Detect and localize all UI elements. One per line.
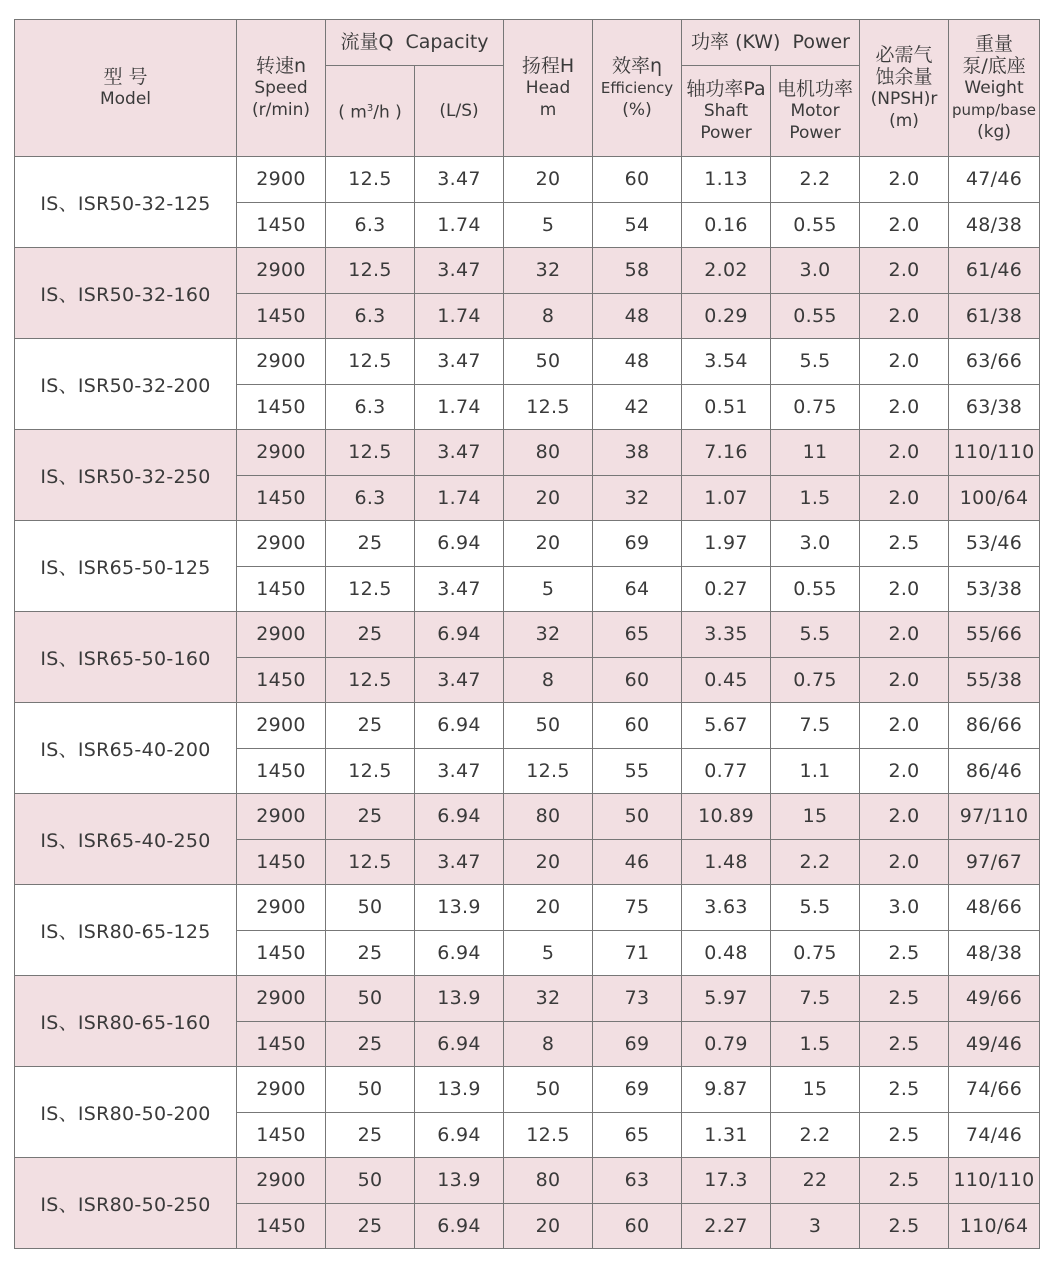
table-row bbox=[15, 885, 1040, 931]
npsh-cell: 3.0 bbox=[860, 885, 949, 931]
head-cell: 8 bbox=[504, 657, 593, 703]
shaft-power-cell: 10.89 bbox=[682, 794, 771, 840]
header-head bbox=[504, 20, 593, 157]
capacity-m3h-cell: 6.3 bbox=[326, 202, 415, 248]
motor-power-cell: 7.5 bbox=[771, 703, 860, 749]
motor-power-cell: 2.2 bbox=[771, 1112, 860, 1158]
capacity-ls-cell: 3.47 bbox=[415, 839, 504, 885]
weight-cell: 86/66 bbox=[949, 703, 1040, 749]
head-cell: 8 bbox=[504, 1021, 593, 1067]
weight-cell: 74/66 bbox=[949, 1067, 1040, 1113]
speed-cell: 1450 bbox=[237, 1203, 326, 1249]
shaft-power-cell: 7.16 bbox=[682, 430, 771, 476]
shaft-power-cell: 1.07 bbox=[682, 475, 771, 521]
efficiency-cell: 60 bbox=[593, 703, 682, 749]
header-model-en: Model bbox=[99, 89, 152, 109]
speed-cell: 2900 bbox=[237, 1067, 326, 1113]
weight-cell: 97/110 bbox=[949, 794, 1040, 840]
capacity-m3h-cell: 25 bbox=[326, 612, 415, 658]
shaft-power-cell: 0.48 bbox=[682, 930, 771, 976]
speed-cell: 2900 bbox=[237, 248, 326, 294]
npsh-cell: 2.0 bbox=[860, 293, 949, 339]
capacity-m3h-cell: 12.5 bbox=[326, 839, 415, 885]
header-power bbox=[682, 20, 860, 66]
speed-cell: 2900 bbox=[237, 612, 326, 658]
efficiency-cell: 64 bbox=[593, 566, 682, 612]
shaft-power-cell: 0.29 bbox=[682, 293, 771, 339]
motor-power-cell: 1.5 bbox=[771, 475, 860, 521]
header-eff-unit: (%) bbox=[622, 100, 652, 120]
speed-cell: 2900 bbox=[237, 339, 326, 385]
model-cell: IS、ISR50-32-250 bbox=[15, 430, 237, 521]
efficiency-cell: 42 bbox=[593, 384, 682, 430]
motor-power-cell: 3.0 bbox=[771, 521, 860, 567]
capacity-m3h-cell: 25 bbox=[326, 794, 415, 840]
header-capacity bbox=[326, 20, 504, 66]
model-cell: IS、ISR65-40-200 bbox=[15, 703, 237, 794]
efficiency-cell: 54 bbox=[593, 202, 682, 248]
model-cell: IS、ISR80-65-160 bbox=[15, 976, 237, 1067]
motor-power-cell: 1.5 bbox=[771, 1021, 860, 1067]
efficiency-cell: 63 bbox=[593, 1158, 682, 1204]
table-row bbox=[15, 794, 1040, 840]
capacity-ls-cell: 3.47 bbox=[415, 657, 504, 703]
weight-cell: 97/67 bbox=[949, 839, 1040, 885]
header-cap-ls-label: (L/S) bbox=[439, 101, 479, 121]
speed-cell: 1450 bbox=[237, 748, 326, 794]
shaft-power-cell: 1.97 bbox=[682, 521, 771, 567]
shaft-power-cell: 3.63 bbox=[682, 885, 771, 931]
speed-cell: 1450 bbox=[237, 930, 326, 976]
npsh-cell: 2.0 bbox=[860, 157, 949, 203]
motor-power-cell: 0.55 bbox=[771, 566, 860, 612]
header-weight-unit: (kg) bbox=[977, 122, 1011, 142]
weight-cell: 110/64 bbox=[949, 1203, 1040, 1249]
model-cell: IS、ISR65-40-250 bbox=[15, 794, 237, 885]
capacity-m3h-cell: 50 bbox=[326, 885, 415, 931]
model-cell: IS、ISR65-50-125 bbox=[15, 521, 237, 612]
capacity-ls-cell: 1.74 bbox=[415, 202, 504, 248]
npsh-cell: 2.0 bbox=[860, 339, 949, 385]
efficiency-cell: 71 bbox=[593, 930, 682, 976]
header-cap-m3h-pre: ( m bbox=[338, 102, 367, 123]
efficiency-cell: 60 bbox=[593, 657, 682, 703]
header-weight-en2: pump/base bbox=[952, 101, 1036, 119]
capacity-m3h-cell: 50 bbox=[326, 976, 415, 1022]
speed-cell: 1450 bbox=[237, 475, 326, 521]
capacity-ls-cell: 13.9 bbox=[415, 976, 504, 1022]
header-npsh bbox=[860, 20, 949, 157]
shaft-power-cell: 0.27 bbox=[682, 566, 771, 612]
speed-cell: 1450 bbox=[237, 293, 326, 339]
header-shaft-en2: Power bbox=[700, 123, 752, 143]
table-row bbox=[15, 1158, 1040, 1204]
header-shaft-zh: 轴功率Pa bbox=[686, 78, 766, 100]
capacity-m3h-cell: 50 bbox=[326, 1067, 415, 1113]
head-cell: 32 bbox=[504, 248, 593, 294]
header-weight bbox=[949, 20, 1040, 157]
shaft-power-cell: 1.31 bbox=[682, 1112, 771, 1158]
npsh-cell: 2.0 bbox=[860, 839, 949, 885]
npsh-cell: 2.0 bbox=[860, 566, 949, 612]
weight-cell: 47/46 bbox=[949, 157, 1040, 203]
shaft-power-cell: 9.87 bbox=[682, 1067, 771, 1113]
head-cell: 5 bbox=[504, 202, 593, 248]
head-cell: 80 bbox=[504, 430, 593, 476]
header-cap-m3h-post: /h ) bbox=[373, 102, 402, 123]
head-cell: 12.5 bbox=[504, 1112, 593, 1158]
capacity-m3h-cell: 25 bbox=[326, 521, 415, 567]
header-capacity-label: 流量Q Capacity bbox=[340, 31, 489, 53]
efficiency-cell: 60 bbox=[593, 157, 682, 203]
motor-power-cell: 0.75 bbox=[771, 384, 860, 430]
table-header bbox=[15, 20, 1040, 157]
weight-cell: 48/38 bbox=[949, 930, 1040, 976]
capacity-ls-cell: 3.47 bbox=[415, 157, 504, 203]
shaft-power-cell: 5.97 bbox=[682, 976, 771, 1022]
efficiency-cell: 60 bbox=[593, 1203, 682, 1249]
motor-power-cell: 15 bbox=[771, 1067, 860, 1113]
header-weight-zh1: 重量 bbox=[975, 33, 1014, 55]
speed-cell: 1450 bbox=[237, 1021, 326, 1067]
shaft-power-cell: 0.45 bbox=[682, 657, 771, 703]
table-body bbox=[15, 157, 1040, 1249]
head-cell: 8 bbox=[504, 293, 593, 339]
header-eff-en: Efficiency bbox=[600, 79, 674, 97]
table-row bbox=[15, 612, 1040, 658]
shaft-power-cell: 3.54 bbox=[682, 339, 771, 385]
header-shaft-en1: Shaft bbox=[703, 101, 749, 121]
head-cell: 20 bbox=[504, 521, 593, 567]
speed-cell: 2900 bbox=[237, 703, 326, 749]
capacity-ls-cell: 1.74 bbox=[415, 384, 504, 430]
model-cell: IS、ISR80-50-250 bbox=[15, 1158, 237, 1249]
npsh-cell: 2.0 bbox=[860, 475, 949, 521]
capacity-ls-cell: 3.47 bbox=[415, 430, 504, 476]
head-cell: 20 bbox=[504, 885, 593, 931]
capacity-ls-cell: 13.9 bbox=[415, 1158, 504, 1204]
capacity-m3h-cell: 25 bbox=[326, 1203, 415, 1249]
header-weight-en1: Weight bbox=[964, 78, 1024, 98]
npsh-cell: 2.5 bbox=[860, 521, 949, 567]
speed-cell: 1450 bbox=[237, 657, 326, 703]
efficiency-cell: 65 bbox=[593, 612, 682, 658]
head-cell: 5 bbox=[504, 566, 593, 612]
model-cell: IS、ISR50-32-160 bbox=[15, 248, 237, 339]
npsh-cell: 2.0 bbox=[860, 202, 949, 248]
motor-power-cell: 0.75 bbox=[771, 930, 860, 976]
header-cap-m3h-sup: 3 bbox=[366, 103, 374, 115]
capacity-ls-cell: 6.94 bbox=[415, 612, 504, 658]
capacity-m3h-cell: 6.3 bbox=[326, 293, 415, 339]
weight-cell: 63/66 bbox=[949, 339, 1040, 385]
header-motor-power bbox=[771, 66, 860, 157]
capacity-m3h-cell: 25 bbox=[326, 1112, 415, 1158]
speed-cell: 1450 bbox=[237, 384, 326, 430]
capacity-ls-cell: 13.9 bbox=[415, 885, 504, 931]
npsh-cell: 2.5 bbox=[860, 1203, 949, 1249]
npsh-cell: 2.0 bbox=[860, 384, 949, 430]
model-cell: IS、ISR80-50-200 bbox=[15, 1067, 237, 1158]
shaft-power-cell: 3.35 bbox=[682, 612, 771, 658]
header-head-zh: 扬程H bbox=[521, 55, 575, 77]
weight-cell: 110/110 bbox=[949, 430, 1040, 476]
header-weight-zh2: 泵/底座 bbox=[962, 55, 1026, 77]
npsh-cell: 2.0 bbox=[860, 612, 949, 658]
weight-cell: 61/46 bbox=[949, 248, 1040, 294]
pump-spec-table bbox=[14, 19, 1040, 1249]
npsh-cell: 2.5 bbox=[860, 976, 949, 1022]
motor-power-cell: 5.5 bbox=[771, 339, 860, 385]
header-model-zh: 型 号 bbox=[103, 66, 148, 88]
table-row bbox=[15, 430, 1040, 476]
capacity-ls-cell: 6.94 bbox=[415, 521, 504, 567]
efficiency-cell: 46 bbox=[593, 839, 682, 885]
motor-power-cell: 15 bbox=[771, 794, 860, 840]
shaft-power-cell: 0.51 bbox=[682, 384, 771, 430]
weight-cell: 49/46 bbox=[949, 1021, 1040, 1067]
header-head-en: Head bbox=[525, 78, 571, 98]
header-npsh-zh2: 蚀余量 bbox=[875, 66, 933, 88]
capacity-m3h-cell: 12.5 bbox=[326, 157, 415, 203]
capacity-ls-cell: 1.74 bbox=[415, 293, 504, 339]
motor-power-cell: 7.5 bbox=[771, 976, 860, 1022]
header-shaft-power bbox=[682, 66, 771, 157]
table-row bbox=[15, 976, 1040, 1022]
motor-power-cell: 0.55 bbox=[771, 293, 860, 339]
npsh-cell: 2.0 bbox=[860, 248, 949, 294]
npsh-cell: 2.5 bbox=[860, 1021, 949, 1067]
shaft-power-cell: 17.3 bbox=[682, 1158, 771, 1204]
shaft-power-cell: 5.67 bbox=[682, 703, 771, 749]
npsh-cell: 2.0 bbox=[860, 657, 949, 703]
head-cell: 20 bbox=[504, 475, 593, 521]
npsh-cell: 2.0 bbox=[860, 794, 949, 840]
head-cell: 20 bbox=[504, 1203, 593, 1249]
weight-cell: 53/38 bbox=[949, 566, 1040, 612]
model-cell: IS、ISR80-65-125 bbox=[15, 885, 237, 976]
capacity-ls-cell: 6.94 bbox=[415, 794, 504, 840]
model-cell: IS、ISR65-50-160 bbox=[15, 612, 237, 703]
header-head-unit: m bbox=[539, 100, 557, 120]
speed-cell: 1450 bbox=[237, 1112, 326, 1158]
motor-power-cell: 0.75 bbox=[771, 657, 860, 703]
weight-cell: 48/38 bbox=[949, 202, 1040, 248]
motor-power-cell: 11 bbox=[771, 430, 860, 476]
efficiency-cell: 58 bbox=[593, 248, 682, 294]
header-speed-zh: 转速n bbox=[255, 55, 307, 77]
head-cell: 12.5 bbox=[504, 384, 593, 430]
motor-power-cell: 22 bbox=[771, 1158, 860, 1204]
npsh-cell: 2.0 bbox=[860, 703, 949, 749]
header-motor-en2: Power bbox=[789, 123, 841, 143]
capacity-m3h-cell: 12.5 bbox=[326, 657, 415, 703]
speed-cell: 2900 bbox=[237, 1158, 326, 1204]
shaft-power-cell: 0.16 bbox=[682, 202, 771, 248]
shaft-power-cell: 2.02 bbox=[682, 248, 771, 294]
weight-cell: 55/38 bbox=[949, 657, 1040, 703]
shaft-power-cell: 1.48 bbox=[682, 839, 771, 885]
head-cell: 20 bbox=[504, 157, 593, 203]
capacity-ls-cell: 3.47 bbox=[415, 339, 504, 385]
capacity-m3h-cell: 25 bbox=[326, 930, 415, 976]
capacity-ls-cell: 6.94 bbox=[415, 1203, 504, 1249]
model-cell: IS、ISR50-32-125 bbox=[15, 157, 237, 248]
head-cell: 80 bbox=[504, 1158, 593, 1204]
capacity-m3h-cell: 12.5 bbox=[326, 248, 415, 294]
weight-cell: 49/66 bbox=[949, 976, 1040, 1022]
speed-cell: 1450 bbox=[237, 566, 326, 612]
table-row bbox=[15, 521, 1040, 567]
efficiency-cell: 50 bbox=[593, 794, 682, 840]
capacity-ls-cell: 3.47 bbox=[415, 748, 504, 794]
weight-cell: 61/38 bbox=[949, 293, 1040, 339]
header-motor-zh: 电机功率 bbox=[777, 78, 854, 100]
capacity-ls-cell: 6.94 bbox=[415, 930, 504, 976]
weight-cell: 86/46 bbox=[949, 748, 1040, 794]
table-row bbox=[15, 248, 1040, 294]
npsh-cell: 2.5 bbox=[860, 1067, 949, 1113]
weight-cell: 53/46 bbox=[949, 521, 1040, 567]
weight-cell: 48/66 bbox=[949, 885, 1040, 931]
header-power-label: 功率 (KW) Power bbox=[691, 31, 850, 53]
capacity-ls-cell: 3.47 bbox=[415, 566, 504, 612]
capacity-m3h-cell: 25 bbox=[326, 1021, 415, 1067]
shaft-power-cell: 0.77 bbox=[682, 748, 771, 794]
npsh-cell: 2.5 bbox=[860, 1158, 949, 1204]
capacity-m3h-cell: 6.3 bbox=[326, 384, 415, 430]
efficiency-cell: 55 bbox=[593, 748, 682, 794]
model-cell: IS、ISR50-32-200 bbox=[15, 339, 237, 430]
capacity-m3h-cell: 25 bbox=[326, 703, 415, 749]
efficiency-cell: 48 bbox=[593, 339, 682, 385]
header-speed-en: Speed bbox=[254, 78, 308, 98]
motor-power-cell: 1.1 bbox=[771, 748, 860, 794]
header-npsh-en: (NPSH)r bbox=[870, 89, 938, 109]
table-row bbox=[15, 1067, 1040, 1113]
efficiency-cell: 75 bbox=[593, 885, 682, 931]
efficiency-cell: 65 bbox=[593, 1112, 682, 1158]
header-efficiency bbox=[593, 20, 682, 157]
speed-cell: 2900 bbox=[237, 976, 326, 1022]
head-cell: 80 bbox=[504, 794, 593, 840]
header-eff-zh: 效率η bbox=[611, 55, 663, 77]
npsh-cell: 2.5 bbox=[860, 930, 949, 976]
speed-cell: 2900 bbox=[237, 794, 326, 840]
head-cell: 32 bbox=[504, 976, 593, 1022]
head-cell: 20 bbox=[504, 839, 593, 885]
header-speed bbox=[237, 20, 326, 157]
weight-cell: 100/64 bbox=[949, 475, 1040, 521]
capacity-ls-cell: 13.9 bbox=[415, 1067, 504, 1113]
shaft-power-cell: 2.27 bbox=[682, 1203, 771, 1249]
head-cell: 50 bbox=[504, 1067, 593, 1113]
capacity-ls-cell: 3.47 bbox=[415, 248, 504, 294]
npsh-cell: 2.0 bbox=[860, 748, 949, 794]
efficiency-cell: 69 bbox=[593, 521, 682, 567]
header-cap-m3h bbox=[326, 66, 415, 157]
motor-power-cell: 2.2 bbox=[771, 839, 860, 885]
weight-cell: 110/110 bbox=[949, 1158, 1040, 1204]
motor-power-cell: 3 bbox=[771, 1203, 860, 1249]
speed-cell: 2900 bbox=[237, 430, 326, 476]
table-row bbox=[15, 157, 1040, 203]
header-motor-en1: Motor bbox=[790, 101, 840, 121]
head-cell: 32 bbox=[504, 612, 593, 658]
efficiency-cell: 69 bbox=[593, 1021, 682, 1067]
capacity-m3h-cell: 50 bbox=[326, 1158, 415, 1204]
capacity-ls-cell: 6.94 bbox=[415, 703, 504, 749]
capacity-m3h-cell: 12.5 bbox=[326, 339, 415, 385]
speed-cell: 2900 bbox=[237, 885, 326, 931]
npsh-cell: 2.0 bbox=[860, 430, 949, 476]
head-cell: 5 bbox=[504, 930, 593, 976]
motor-power-cell: 5.5 bbox=[771, 612, 860, 658]
efficiency-cell: 32 bbox=[593, 475, 682, 521]
npsh-cell: 2.5 bbox=[860, 1112, 949, 1158]
capacity-m3h-cell: 12.5 bbox=[326, 430, 415, 476]
header-npsh-unit: (m) bbox=[889, 111, 919, 131]
efficiency-cell: 48 bbox=[593, 293, 682, 339]
table-row bbox=[15, 703, 1040, 749]
motor-power-cell: 0.55 bbox=[771, 202, 860, 248]
capacity-ls-cell: 6.94 bbox=[415, 1112, 504, 1158]
header-cap-ls bbox=[415, 66, 504, 157]
head-cell: 50 bbox=[504, 339, 593, 385]
speed-cell: 2900 bbox=[237, 157, 326, 203]
capacity-m3h-cell: 6.3 bbox=[326, 475, 415, 521]
efficiency-cell: 73 bbox=[593, 976, 682, 1022]
capacity-ls-cell: 6.94 bbox=[415, 1021, 504, 1067]
table-row bbox=[15, 339, 1040, 385]
shaft-power-cell: 0.79 bbox=[682, 1021, 771, 1067]
header-npsh-zh1: 必需气 bbox=[875, 44, 933, 66]
speed-cell: 1450 bbox=[237, 202, 326, 248]
weight-cell: 74/46 bbox=[949, 1112, 1040, 1158]
head-cell: 12.5 bbox=[504, 748, 593, 794]
header-speed-unit: (r/min) bbox=[251, 100, 311, 120]
weight-cell: 55/66 bbox=[949, 612, 1040, 658]
efficiency-cell: 69 bbox=[593, 1067, 682, 1113]
speed-cell: 2900 bbox=[237, 521, 326, 567]
capacity-m3h-cell: 12.5 bbox=[326, 566, 415, 612]
motor-power-cell: 3.0 bbox=[771, 248, 860, 294]
capacity-m3h-cell: 12.5 bbox=[326, 748, 415, 794]
motor-power-cell: 2.2 bbox=[771, 157, 860, 203]
motor-power-cell: 5.5 bbox=[771, 885, 860, 931]
head-cell: 50 bbox=[504, 703, 593, 749]
weight-cell: 63/38 bbox=[949, 384, 1040, 430]
shaft-power-cell: 1.13 bbox=[682, 157, 771, 203]
capacity-ls-cell: 1.74 bbox=[415, 475, 504, 521]
efficiency-cell: 38 bbox=[593, 430, 682, 476]
header-model bbox=[15, 20, 237, 157]
speed-cell: 1450 bbox=[237, 839, 326, 885]
